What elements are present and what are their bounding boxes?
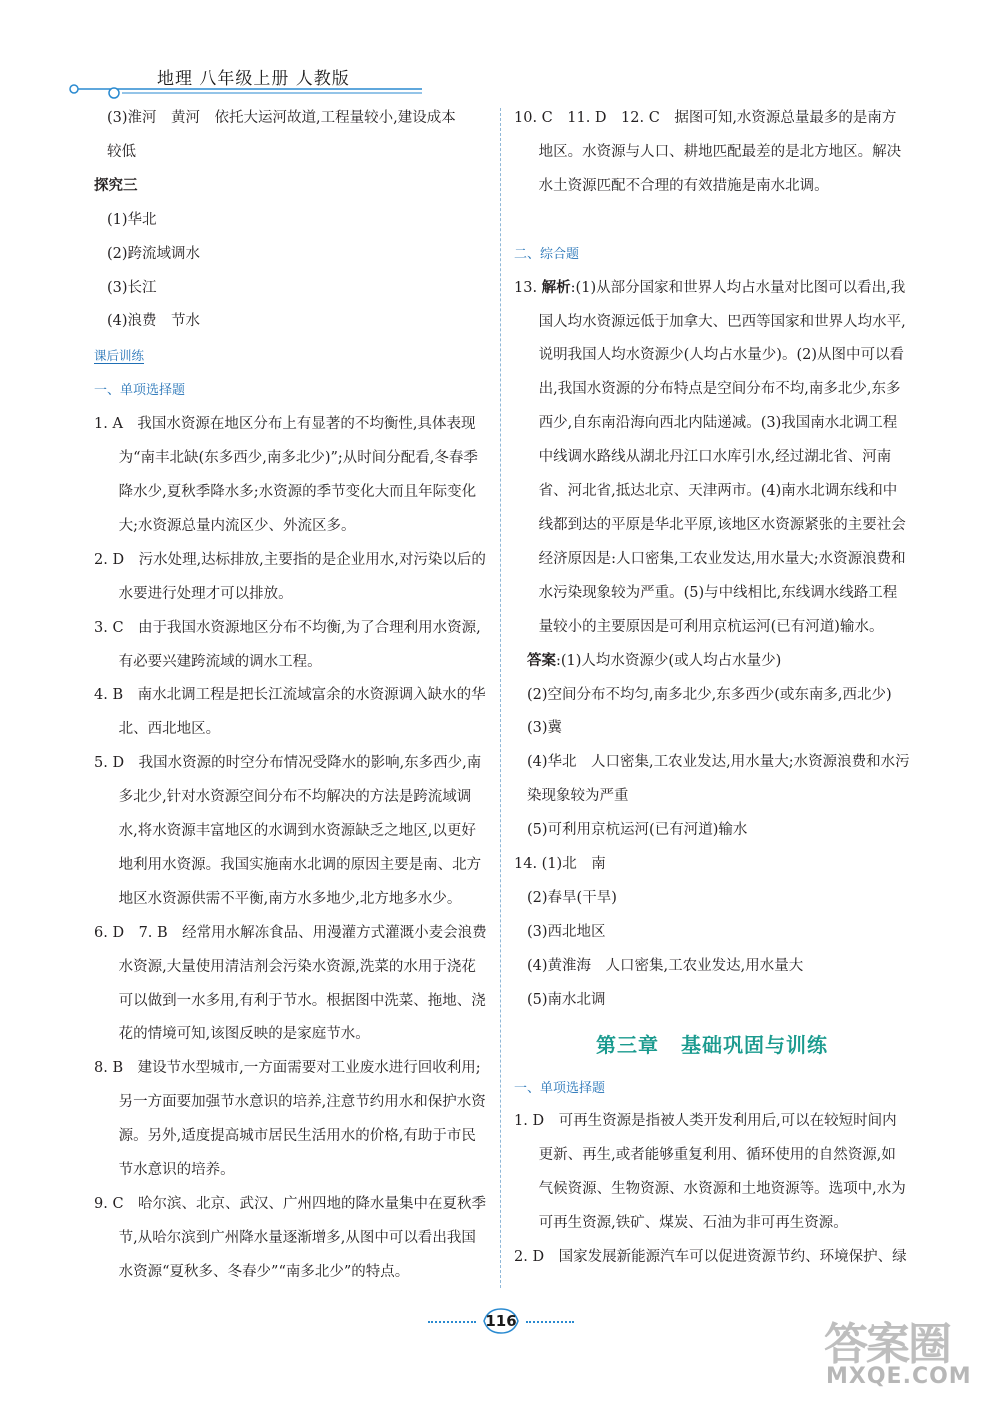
page-number xyxy=(480,1306,522,1336)
question-answer: 3. C 由于我国水资源地区分布不均衡,为了合理利用水资源,有必要兴建跨流域的调水工程。 xyxy=(94,619,481,670)
answer-label: 答案 xyxy=(527,652,556,669)
header-decoration-line xyxy=(62,80,432,102)
answer-line: (3)淮河 黄河 依托大运河故道,工程量较小,建设成本 xyxy=(107,110,456,126)
section-heading: 二、综合题 xyxy=(514,246,580,262)
watermark-logo xyxy=(818,1306,988,1398)
explore-answer: (4)浪费 节水 xyxy=(107,313,201,330)
question-answer: 2. D 污水处理,达标排放,主要指的是企业用水,对污染以后的水要进行处理才可以排放。 xyxy=(94,551,486,602)
answer-line: (4)黄淮海 人口密集,工农业发达,用水量大 xyxy=(527,957,804,974)
answer-text: :(1)人均水资源少(或人均占水量少) xyxy=(556,652,782,669)
question-answer: 2. D 国家发展新能源汽车可以促进资源节约、环境保护、绿 xyxy=(514,1249,907,1266)
question-answer: 14. (1)北 南 xyxy=(514,856,606,873)
chapter-title xyxy=(514,1018,910,1072)
question-answer: 1. D 可再生资源是指被人类开发利用后,可以在较短时间内更新、再生,或者能够重复利用、循环使用的自然资源,如气候资源、生物资源、水资源和土地资源等。选项中,水为可再生资源,铁矿、煤炭、石油为非可再生资源。 xyxy=(514,1113,906,1232)
explore-answer: (1)华北 xyxy=(107,211,157,228)
right-column xyxy=(514,102,910,1275)
watermark-chinese-text: 答案圈 xyxy=(824,1319,950,1370)
column-divider xyxy=(500,108,501,1288)
section-heading: 一、单项选择题 xyxy=(94,383,186,399)
explore-heading: 探究三 xyxy=(94,177,138,194)
question-analysis xyxy=(514,272,910,645)
left-column xyxy=(94,102,488,1290)
page-number-dots-right xyxy=(526,1321,574,1323)
answer-line: (5)南水北调 xyxy=(527,991,606,1008)
question-answer: 8. B 建设节水型城市,一方面需要对工业废水进行回收利用;另一方面要加强节水意识的培养,注意节约用水和保护水资源。另外,适度提高城市居民生活用水的价格,有助于市民节水意识的培养。 xyxy=(94,1060,486,1179)
analysis-text: :(1)从部分国家和世界人均占水量对比图可以看出,我国人均水资源远低于加拿大、巴西等国家和世界人均水平,说明我国人均水资源少(人均占水量少)。(2)从图中可以看出,我国水资源的分布特点是空间分布不均,南多北少,东多西少,自东南沿海向西北内陆递减。(3)我国南水北调工程中线调水路线从湖北丹江口水库引水,经过湖北省、河南省、河北省,抵达北京、天津两市。(4)南水北调东线和中线都到达的平原是华北平原,该地区水资源紧张的主要社会经济原因是:人口密集,工农业发达,用水量大;水资源浪费和水污染现象较为严重。(5)与中线相比,东线调水线路工程量较小的主要原因是可利用京杭运河(已有河道)输水。 xyxy=(538,279,906,635)
watermark-url-text: MXQE.COM xyxy=(826,1364,972,1389)
question-number: 13. xyxy=(514,279,542,296)
page-number-text: 116 xyxy=(485,1312,517,1330)
running-header-title: 地理 八年级上册 人教版 xyxy=(157,69,350,89)
page-number-block xyxy=(428,1306,574,1338)
section-heading: 一、单项选择题 xyxy=(514,1080,606,1096)
chapter-name: 基础巩固与训练 xyxy=(681,1032,828,1057)
explore-answer: (2)跨流域调水 xyxy=(107,245,201,262)
after-class-heading: 课后训练 xyxy=(94,348,145,364)
question-answer: 1. A 我国水资源在地区分布上有显著的不均衡性,具体表现为“南丰北缺(东多西少,南多北少)”;从时间分配看,冬春季降水少,夏秋季降水多;水资源的季节变化大而且年际变化大;水资源总量内流区少、外流区多。 xyxy=(94,416,478,534)
answer-line: (3)西北地区 xyxy=(527,923,606,940)
question-answer: 4. B 南水北调工程是把长江流域富余的水资源调入缺水的华北、西北地区。 xyxy=(94,687,486,738)
question-answer: 6. D 7. B 经常用水解冻食品、用漫灌方式灌溉小麦会浪费水资源,大量使用清洁剂会污染水资源,洗菜的水用于浇花可以做到一水多用,有利于节水。根据图中洗菜、拖地、浇花的情境可知,该图反映的是家庭节水。 xyxy=(94,924,487,1043)
question-answer: 10. C 11. D 12. C 据图可知,水资源总量最多的是南方地区。水资源与人口、耕地匹配最差的是北方地区。解决水土资源匹配不合理的有效措施是南水北调。 xyxy=(514,110,902,194)
page-number-dots-left xyxy=(428,1321,476,1323)
question-answer: 5. D 我国水资源的时空分布情况受降水的影响,东多西少,南多北少,针对水资源空间分布不均解决的方法是跨流域调水,将水资源丰富地区的水调到水资源缺乏之地区,以更好地利用水资源。我国实施南水北调的原因主要是南、北方地区水资源供需不平衡,南方水多地少,北方地多水少。 xyxy=(94,755,482,907)
answer-line: (3)冀 xyxy=(527,720,563,737)
answer-line: (2)春旱(干旱) xyxy=(527,889,617,906)
answer-line: (5)可利用京杭运河(已有河道)输水 xyxy=(527,822,748,839)
explore-answer: (3)长江 xyxy=(107,279,157,296)
answer-line: 较低 xyxy=(107,143,136,160)
analysis-label: 解析 xyxy=(541,279,571,296)
answer-line: (4)华北 人口密集,工农业发达,用水量大;水资源浪费和水污染现象较为严重 xyxy=(527,754,910,805)
question-answer: 9. C 哈尔滨、北京、武汉、广州四地的降水量集中在夏秋季节,从哈尔滨到广州降水量逐渐增多,从图中可以看出我国水资源“夏秋多、冬春少”“南多北少”的特点。 xyxy=(94,1196,487,1280)
chapter-number: 第三章 xyxy=(596,1032,659,1057)
answer-line xyxy=(514,645,910,679)
answer-line: (2)空间分布不均匀,南多北少,东多西少(或东南多,西北少) xyxy=(527,686,892,703)
